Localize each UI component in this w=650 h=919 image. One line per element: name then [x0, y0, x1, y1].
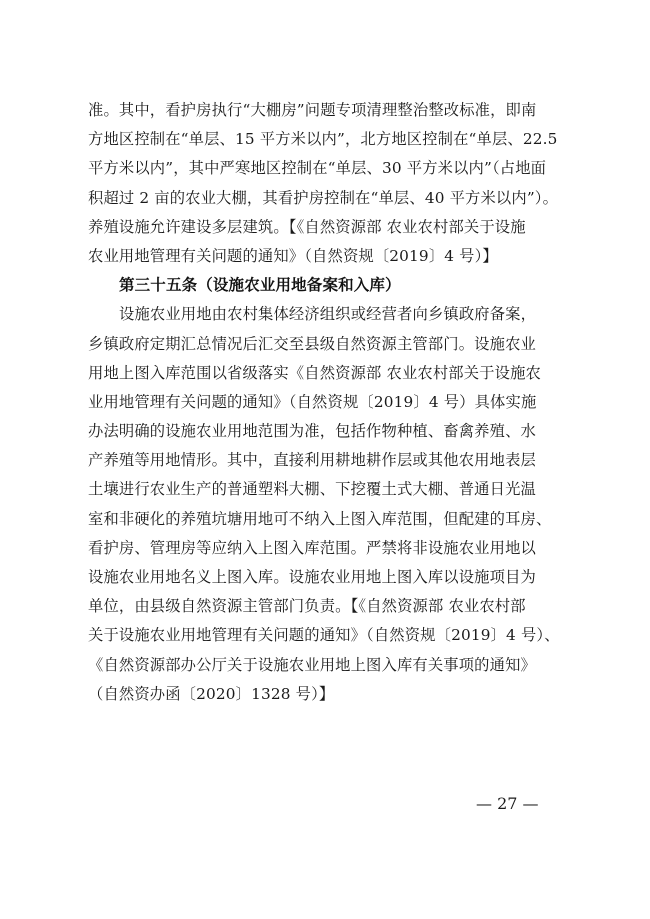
text-line: 室和非硬化的养殖坑塘用地可不纳入上图入库范围，但配建的耳房、	[88, 509, 552, 528]
text-line: 产养殖等用地情形。其中，直接利用耕地耕作层或其他农用地表层	[88, 451, 536, 470]
text-line: 关于设施农业用地管理有关问题的通知》（自然资规〔2019〕4 号）、	[88, 626, 560, 645]
text-line: 乡镇政府定期汇总情况后汇交至县级自然资源主管部门。设施农业	[88, 334, 536, 353]
text-line: 养殖设施允许建设多层建筑。【《自然资源部 农业农村部关于设施	[88, 217, 526, 236]
text-line: 单位，由县级自然资源主管部门负责。【《自然资源部 农业农村部	[88, 597, 526, 616]
text-line: 设施农业用地由农村集体经济组织或经营者向乡镇政府备案，	[119, 305, 537, 324]
text-line: 业用地管理有关问题的通知》（自然资规〔2019〕4 号）具体实施	[88, 392, 537, 411]
text-line: 设施农业用地名义上图入库。设施农业用地上图入库以设施项目为	[88, 568, 536, 586]
text-line: 看护房、管理房等应纳入上图入库范围。严禁将非设施农业用地以	[88, 538, 536, 557]
text-line: 《自然资源部办公厅关于设施农业用地上图入库有关事项的通知》	[88, 655, 536, 674]
text-line: 土壤进行农业生产的普通塑料大棚、下挖覆土式大棚、普通日光温	[88, 480, 536, 499]
document-body	[88, 96, 572, 709]
page-number: — 27 —	[476, 794, 539, 813]
text-line: 农业用地管理有关问题的通知》（自然资规〔2019〕4 号）】	[88, 246, 498, 265]
text-line: 平方米以内”，其中严寒地区控制在“单层、30 平方米以内”（占地面	[88, 159, 547, 178]
text-line: 准。其中，看护房执行“大棚房”问题专项清理整治整改标准，即南	[88, 101, 537, 119]
text-line: 办法明确的设施农业用地范围为准，包括作物种植、畜禽养殖、水	[88, 422, 536, 441]
article-heading: 第三十五条（设施农业用地备案和入库）	[119, 276, 401, 295]
text-line: 方地区控制在“单层、15 平方米以内”，北方地区控制在“单层、22.5	[88, 130, 558, 149]
text-line: 用地上图入库范围以省级落实《自然资源部 农业农村部关于设施农	[88, 363, 541, 382]
text-line: 积超过 2 亩的农业大棚，其看护房控制在“单层、40 平方米以内”）。	[88, 188, 559, 207]
text-line: （自然资办函〔2020〕1328 号）】	[88, 684, 335, 703]
